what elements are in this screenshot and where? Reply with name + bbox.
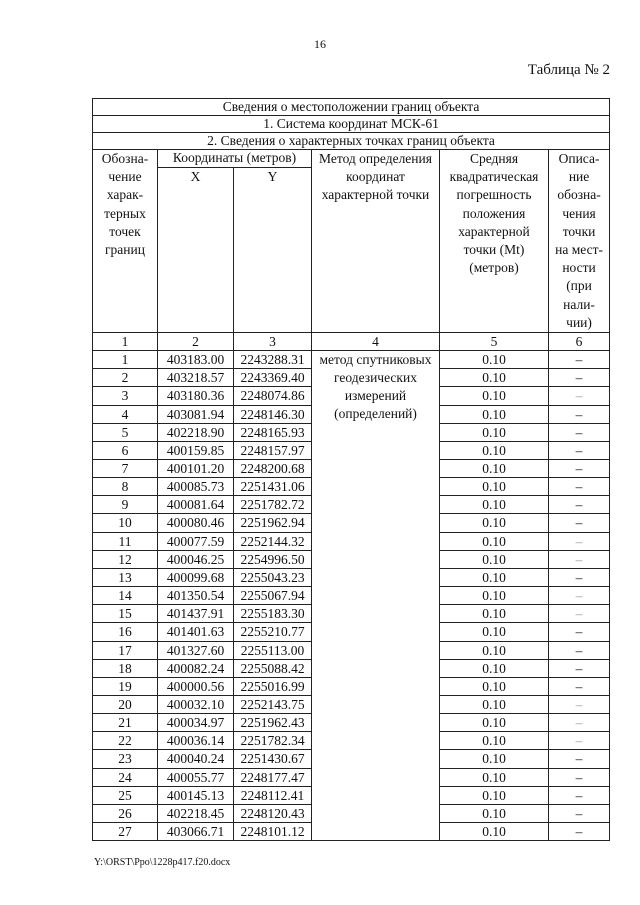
coord-x: 400082.24 <box>158 659 234 677</box>
accuracy-mt: 0.10 <box>440 732 549 750</box>
header-line: характерной <box>458 223 530 239</box>
point-description: – <box>549 659 610 677</box>
point-number: 18 <box>93 659 158 677</box>
header-line: терных <box>104 205 146 221</box>
coord-y: 2251782.72 <box>234 496 312 514</box>
coord-y: 2255113.00 <box>234 641 312 659</box>
header-line: (метров) <box>469 260 519 276</box>
point-description: – <box>549 405 610 423</box>
point-number: 3 <box>93 387 158 405</box>
header-line: положения <box>462 205 526 221</box>
points-section-title: 2. Сведения о характерных точках границ объекта <box>93 133 610 150</box>
coord-x: 401401.63 <box>158 623 234 641</box>
accuracy-mt: 0.10 <box>440 387 549 405</box>
coord-y: 2255210.77 <box>234 623 312 641</box>
coord-x: 400080.46 <box>158 514 234 532</box>
accuracy-mt: 0.10 <box>440 459 549 477</box>
method-line: измерений <box>344 388 407 404</box>
coord-x: 400046.25 <box>158 550 234 568</box>
point-number: 12 <box>93 550 158 568</box>
coord-y: 2248120.43 <box>234 804 312 822</box>
method-line: (определений) <box>334 406 417 422</box>
point-description: – <box>549 804 610 822</box>
accuracy-mt: 0.10 <box>440 405 549 423</box>
page-number: 16 <box>314 37 326 51</box>
coord-y: 2255088.42 <box>234 659 312 677</box>
point-number: 27 <box>93 823 158 841</box>
header-designation <box>93 150 158 333</box>
header-line: ние <box>568 169 590 185</box>
point-description: – <box>549 750 610 768</box>
header-line: Описа- <box>558 151 600 166</box>
point-description: – <box>549 696 610 714</box>
accuracy-mt: 0.10 <box>440 823 549 841</box>
accuracy-mt: 0.10 <box>440 496 549 514</box>
column-number: 2 <box>158 333 234 351</box>
coord-y: 2248165.93 <box>234 423 312 441</box>
point-description: – <box>549 732 610 750</box>
coord-y: 2255067.94 <box>234 587 312 605</box>
header-line: обозна- <box>557 187 601 203</box>
header-line: чии) <box>566 314 592 330</box>
point-description: – <box>549 459 610 477</box>
column-number: 1 <box>93 333 158 351</box>
accuracy-mt: 0.10 <box>440 641 549 659</box>
header-line: характерной точки <box>321 187 430 203</box>
coord-y: 2248112.41 <box>234 786 312 804</box>
accuracy-mt: 0.10 <box>440 532 549 550</box>
accuracy-mt: 0.10 <box>440 786 549 804</box>
coord-x: 400085.73 <box>158 478 234 496</box>
accuracy-mt: 0.10 <box>440 659 549 677</box>
point-number: 21 <box>93 714 158 732</box>
method-line: геодезических <box>334 370 417 386</box>
point-number: 11 <box>93 532 158 550</box>
accuracy-mt: 0.10 <box>440 351 549 369</box>
point-description: – <box>549 587 610 605</box>
coord-y: 2248146.30 <box>234 405 312 423</box>
accuracy-mt: 0.10 <box>440 605 549 623</box>
coord-y: 2248200.68 <box>234 459 312 477</box>
accuracy-mt: 0.10 <box>440 804 549 822</box>
header-y: Y <box>234 167 312 332</box>
point-number: 20 <box>93 696 158 714</box>
coord-y: 2255016.99 <box>234 677 312 695</box>
point-description: – <box>549 369 610 387</box>
coord-x: 400101.20 <box>158 459 234 477</box>
footer-file-path: Y:\ORST\Ppo\1228p417.f20.docx <box>94 857 231 868</box>
point-number: 2 <box>93 369 158 387</box>
coord-x: 400040.24 <box>158 750 234 768</box>
accuracy-mt: 0.10 <box>440 514 549 532</box>
accuracy-mt: 0.10 <box>440 750 549 768</box>
point-number: 23 <box>93 750 158 768</box>
point-number: 7 <box>93 459 158 477</box>
header-line: Обозна- <box>101 151 149 166</box>
coord-x: 403218.57 <box>158 369 234 387</box>
coord-y: 2243288.31 <box>234 351 312 369</box>
point-description: – <box>549 423 610 441</box>
coord-y: 2251430.67 <box>234 750 312 768</box>
coord-x: 401327.60 <box>158 641 234 659</box>
coord-y: 2248074.86 <box>234 387 312 405</box>
header-line: (при <box>566 278 592 294</box>
header-line: точки (Mt) <box>463 242 525 258</box>
point-number: 19 <box>93 677 158 695</box>
column-number: 3 <box>234 333 312 351</box>
coord-x: 400000.56 <box>158 677 234 695</box>
point-number: 9 <box>93 496 158 514</box>
header-line: харак- <box>106 187 144 203</box>
accuracy-mt: 0.10 <box>440 587 549 605</box>
coord-x: 400032.10 <box>158 696 234 714</box>
point-number: 4 <box>93 405 158 423</box>
table-row <box>93 351 610 369</box>
coord-x: 400077.59 <box>158 532 234 550</box>
table-caption: Таблица № 2 <box>527 62 610 78</box>
table-title: Сведения о местоположении границ объекта <box>93 99 610 116</box>
accuracy-mt: 0.10 <box>440 568 549 586</box>
point-number: 10 <box>93 514 158 532</box>
method-of-determination <box>312 351 440 841</box>
coord-x: 402218.45 <box>158 804 234 822</box>
header-method <box>312 150 440 333</box>
coord-y: 2243369.40 <box>234 369 312 387</box>
accuracy-mt: 0.10 <box>440 623 549 641</box>
point-description: – <box>549 714 610 732</box>
point-number: 24 <box>93 768 158 786</box>
point-number: 22 <box>93 732 158 750</box>
header-line: чения <box>562 205 596 221</box>
point-description: – <box>549 550 610 568</box>
point-number: 13 <box>93 568 158 586</box>
coord-y: 2251962.43 <box>234 714 312 732</box>
coord-y: 2248157.97 <box>234 441 312 459</box>
coord-x: 400055.77 <box>158 768 234 786</box>
coordinate-system: 1. Система координат МСК-61 <box>93 116 610 133</box>
header-accuracy <box>440 150 549 333</box>
point-description: – <box>549 387 610 405</box>
point-description: – <box>549 351 610 369</box>
coord-y: 2251782.34 <box>234 732 312 750</box>
header-line: ности <box>562 260 596 276</box>
header-line: на мест- <box>555 242 603 258</box>
coordinates-table <box>92 98 610 841</box>
point-description: – <box>549 623 610 641</box>
header-line: квадратическая <box>449 169 539 185</box>
point-description: – <box>549 605 610 623</box>
header-line: нали- <box>563 296 595 312</box>
point-number: 8 <box>93 478 158 496</box>
header-line: координат <box>346 169 405 185</box>
accuracy-mt: 0.10 <box>440 696 549 714</box>
coord-x: 400036.14 <box>158 732 234 750</box>
coord-x: 403180.36 <box>158 387 234 405</box>
point-number: 25 <box>93 786 158 804</box>
coord-y: 2248177.47 <box>234 768 312 786</box>
coord-y: 2254996.50 <box>234 550 312 568</box>
coord-x: 400145.13 <box>158 786 234 804</box>
point-description: – <box>549 532 610 550</box>
coord-y: 2251431.06 <box>234 478 312 496</box>
point-description: – <box>549 768 610 786</box>
accuracy-mt: 0.10 <box>440 768 549 786</box>
point-number: 6 <box>93 441 158 459</box>
point-description: – <box>549 677 610 695</box>
column-number: 6 <box>549 333 610 351</box>
coord-y: 2255043.23 <box>234 568 312 586</box>
header-description <box>549 150 610 333</box>
header-line: Метод определения <box>319 151 432 166</box>
point-description: – <box>549 478 610 496</box>
point-description: – <box>549 786 610 804</box>
header-line: точки <box>562 223 596 239</box>
header-line: границ <box>105 242 145 258</box>
coord-x: 402218.90 <box>158 423 234 441</box>
coord-y: 2248101.12 <box>234 823 312 841</box>
column-number: 5 <box>440 333 549 351</box>
header-line: чение <box>108 169 142 185</box>
coord-y: 2252144.32 <box>234 532 312 550</box>
coord-y: 2252143.75 <box>234 696 312 714</box>
coord-x: 401350.54 <box>158 587 234 605</box>
point-description: – <box>549 441 610 459</box>
header-line: погрешность <box>456 187 532 203</box>
point-description: – <box>549 514 610 532</box>
point-number: 14 <box>93 587 158 605</box>
coord-y: 2255183.30 <box>234 605 312 623</box>
coord-x: 401437.91 <box>158 605 234 623</box>
header-coordinates: Координаты (метров) <box>158 150 312 168</box>
coord-x: 403183.00 <box>158 351 234 369</box>
header-line: точек <box>109 223 141 239</box>
accuracy-mt: 0.10 <box>440 423 549 441</box>
point-number: 16 <box>93 623 158 641</box>
column-number: 4 <box>312 333 440 351</box>
accuracy-mt: 0.10 <box>440 441 549 459</box>
point-description: – <box>549 641 610 659</box>
coord-x: 400099.68 <box>158 568 234 586</box>
point-description: – <box>549 496 610 514</box>
header-line: Средняя <box>469 151 519 166</box>
point-number: 1 <box>93 351 158 369</box>
accuracy-mt: 0.10 <box>440 369 549 387</box>
point-description: – <box>549 823 610 841</box>
accuracy-mt: 0.10 <box>440 550 549 568</box>
coord-x: 400081.64 <box>158 496 234 514</box>
point-number: 26 <box>93 804 158 822</box>
accuracy-mt: 0.10 <box>440 478 549 496</box>
point-number: 17 <box>93 641 158 659</box>
coord-x: 403066.71 <box>158 823 234 841</box>
coord-x: 400034.97 <box>158 714 234 732</box>
method-line: метод спутниковых <box>319 352 432 368</box>
accuracy-mt: 0.10 <box>440 677 549 695</box>
header-x: X <box>158 167 234 332</box>
column-number-row <box>93 333 610 351</box>
point-number: 15 <box>93 605 158 623</box>
point-number: 5 <box>93 423 158 441</box>
point-description: – <box>549 568 610 586</box>
coord-x: 400159.85 <box>158 441 234 459</box>
coord-x: 403081.94 <box>158 405 234 423</box>
coord-y: 2251962.94 <box>234 514 312 532</box>
accuracy-mt: 0.10 <box>440 714 549 732</box>
